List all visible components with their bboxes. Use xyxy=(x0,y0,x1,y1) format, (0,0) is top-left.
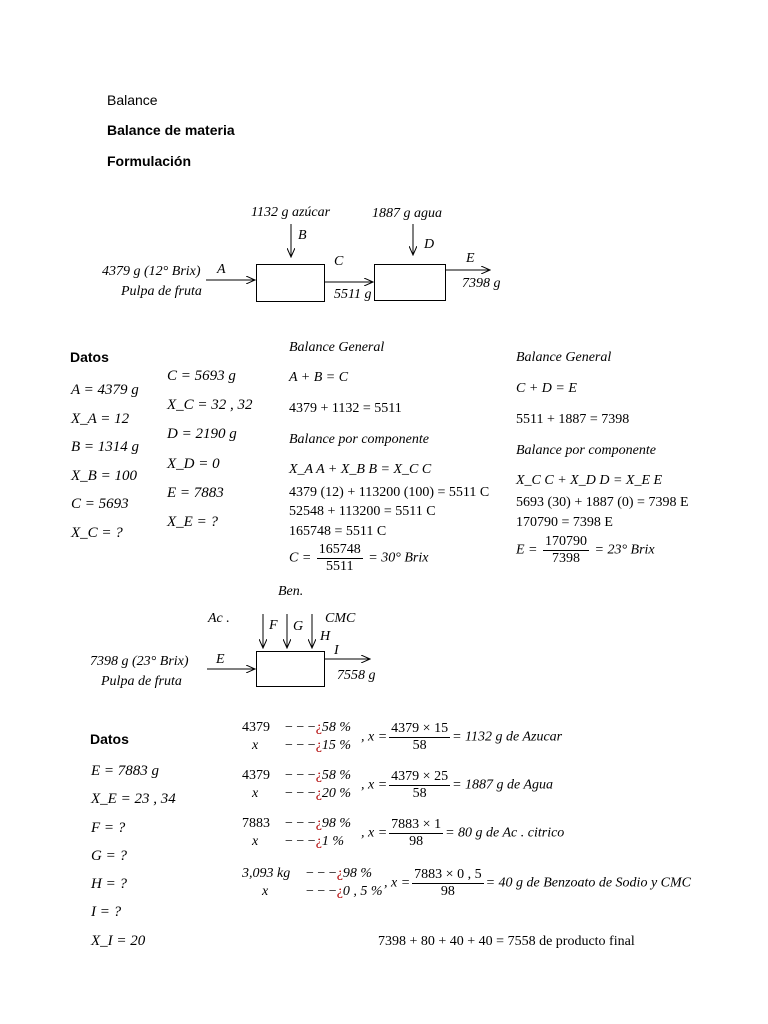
eq5-den: 5511 xyxy=(326,559,354,574)
calc-bottom-left: x xyxy=(252,786,259,801)
dash-line: − − − xyxy=(285,786,316,801)
process-box-mix-3 xyxy=(256,651,325,687)
calc-top-ratio xyxy=(306,866,372,882)
calc-top-ratio xyxy=(285,720,351,736)
calc-denominator: 98 xyxy=(409,834,424,849)
datos2-item: H = ? xyxy=(91,876,127,893)
calc-fraction xyxy=(389,721,450,754)
label-cmc: CMC xyxy=(325,611,356,626)
label-ben: Ben. xyxy=(278,584,304,599)
eq5-lhs: C = xyxy=(289,550,312,566)
heading-balance-materia: Balance de materia xyxy=(107,122,235,138)
inverted-question-mark: ¿ xyxy=(315,816,322,831)
dash-line: − − − xyxy=(306,884,337,899)
calc-bottom-left: x xyxy=(262,884,269,899)
calc-numerator: 7883 × 0 , 5 xyxy=(414,867,482,882)
datos1-item: X_E = ? xyxy=(167,514,218,531)
balance2-general-eq2: 5511 + 1887 = 7398 xyxy=(516,412,630,427)
input-a-text: 4379 g (12° Brix) xyxy=(102,264,201,279)
datos1-item: X_C = 32 , 32 xyxy=(167,397,253,414)
datos-title-2: Datos xyxy=(90,731,129,747)
balance1-general-eq2: 4379 + 1132 = 5511 xyxy=(289,401,402,416)
datos1-item: B = 1314 g xyxy=(71,439,140,456)
label-g: G xyxy=(293,619,304,634)
calc-fraction xyxy=(389,817,443,850)
balance1-comp-eq2: 4379 (12) + 113200 (100) = 5511 C xyxy=(289,485,490,500)
dash-line: − − − xyxy=(285,738,316,753)
datos2-item: G = ? xyxy=(91,847,127,864)
calc-denominator: 58 xyxy=(412,738,427,753)
datos1-item: X_C = ? xyxy=(71,524,123,541)
label-ac: Ac . xyxy=(208,611,230,626)
calc-bottom-ratio xyxy=(285,834,344,850)
datos1-item: E = 7883 xyxy=(167,484,224,501)
input-e-text: 7398 g (23° Brix) xyxy=(90,654,189,669)
balance2-comp-eq3: 170790 = 7398 E xyxy=(516,515,613,530)
inverted-question-mark: ¿ xyxy=(315,720,322,735)
eq5-fraction xyxy=(317,542,363,575)
dash-line: − − − xyxy=(285,834,316,849)
balance1-general-eq1: A + B = C xyxy=(289,370,349,385)
label-c: C xyxy=(334,254,344,269)
label-a: A xyxy=(217,262,226,277)
eq4-den: 7398 xyxy=(552,551,580,566)
dash-line: − − − xyxy=(285,720,316,735)
inverted-question-mark: ¿ xyxy=(315,786,322,801)
datos1-col1 xyxy=(71,376,139,548)
label-d: D xyxy=(424,237,435,252)
calc-equation xyxy=(361,817,564,850)
calc-result: = 40 g de Benzoato de Sodio y CMC xyxy=(485,875,691,891)
balance2-general-title: Balance General xyxy=(516,350,612,365)
eq4-fraction xyxy=(543,534,589,567)
input-e-sub: Pulpa de fruta xyxy=(101,674,182,689)
inverted-question-mark: ¿ xyxy=(336,866,343,881)
balance2-comp-eq1: X_C C + X_D D = X_E E xyxy=(516,473,663,488)
datos1-item: D = 2190 g xyxy=(167,426,237,443)
input-b-text: 1132 g azúcar xyxy=(251,205,331,220)
balance1-comp-eq4: 165748 = 5511 C xyxy=(289,524,387,539)
inverted-question-mark: ¿ xyxy=(336,884,343,899)
input-a-sub: Pulpa de fruta xyxy=(121,284,202,299)
percent-value: 20 % xyxy=(321,786,352,801)
eq4-num: 170790 xyxy=(545,534,587,549)
calc-top-ratio xyxy=(285,816,351,832)
percent-value: 58 % xyxy=(321,768,352,783)
calc-bottom-left: x xyxy=(252,738,259,753)
eq5-rhs: = 30° Brix xyxy=(368,550,429,566)
dash-line: − − − xyxy=(285,816,316,831)
calc-equation xyxy=(384,867,691,900)
balance1-comp-eq5 xyxy=(289,542,428,575)
percent-value: 15 % xyxy=(321,738,352,753)
calc-result: = 1132 g de Azucar xyxy=(452,729,563,745)
heading-balance: Balance xyxy=(107,92,158,108)
x-equals: , x = xyxy=(361,825,388,841)
label-f: F xyxy=(269,618,278,633)
value-e: 7398 g xyxy=(462,276,501,291)
datos1-item: X_A = 12 xyxy=(71,410,130,427)
calc-top-ratio xyxy=(285,768,351,784)
label-b: B xyxy=(298,228,307,243)
input-d-text: 1887 g agua xyxy=(372,206,442,221)
calc-fraction xyxy=(412,867,483,900)
process-box-mix-1 xyxy=(256,264,325,302)
x-equals: , x = xyxy=(384,875,411,891)
eq4-rhs: = 23° Brix xyxy=(594,542,655,558)
final-sum: 7398 + 80 + 40 + 40 = 7558 de producto final xyxy=(378,934,635,949)
calc-equation xyxy=(361,769,553,802)
calc-fraction xyxy=(389,769,450,802)
balance2-comp-eq2: 5693 (30) + 1887 (0) = 7398 E xyxy=(516,495,689,510)
datos1-item: X_B = 100 xyxy=(71,467,137,484)
label-e: E xyxy=(466,251,475,266)
inverted-question-mark: ¿ xyxy=(315,738,322,753)
calc-equation xyxy=(361,721,562,754)
balance2-comp-title: Balance por componente xyxy=(516,443,656,458)
calc-bottom-left: x xyxy=(252,834,259,849)
datos1-item: A = 4379 g xyxy=(71,382,139,398)
datos2-item: I = ? xyxy=(91,904,122,921)
datos1-item: X_D = 0 xyxy=(167,455,220,472)
inverted-question-mark: ¿ xyxy=(315,834,322,849)
percent-value: 98 % xyxy=(342,866,373,881)
datos2-item: X_I = 20 xyxy=(91,932,146,949)
datos1-item: C = 5693 xyxy=(71,496,129,513)
calc-denominator: 58 xyxy=(412,786,427,801)
calc-top-left: 7883 xyxy=(242,816,270,831)
dash-line: − − − xyxy=(285,768,316,783)
datos-title-1: Datos xyxy=(70,349,109,365)
value-i: 7558 g xyxy=(337,668,376,683)
percent-value: 1 % xyxy=(321,834,345,849)
x-equals: , x = xyxy=(361,777,388,793)
calc-bottom-ratio xyxy=(306,884,383,900)
calc-result: = 80 g de Ac . citrico xyxy=(445,825,565,841)
balance1-comp-eq3: 52548 + 113200 = 5511 C xyxy=(289,504,436,519)
datos1-col2 xyxy=(167,362,253,537)
calc-numerator: 4379 × 25 xyxy=(391,769,449,784)
datos2-item: X_E = 23 , 34 xyxy=(91,791,176,808)
calc-bottom-ratio xyxy=(285,786,351,802)
balance1-comp-eq1: X_A A + X_B B = X_C C xyxy=(289,462,432,477)
calc-denominator: 98 xyxy=(440,884,455,899)
balance2-general-eq1: C + D = E xyxy=(516,381,577,396)
datos1-item: C = 5693 g xyxy=(167,368,236,384)
calc-numerator: 4379 × 15 xyxy=(391,721,449,736)
inverted-question-mark: ¿ xyxy=(315,768,322,783)
x-equals: , x = xyxy=(361,729,388,745)
balance2-comp-eq4 xyxy=(516,534,655,567)
heading-formulacion: Formulación xyxy=(107,153,192,169)
percent-value: 98 % xyxy=(321,816,352,831)
datos2-item: F = ? xyxy=(91,819,126,836)
calc-top-left: 4379 xyxy=(242,768,270,783)
dash-line: − − − xyxy=(306,866,337,881)
balance1-general-title: Balance General xyxy=(289,340,385,355)
eq5-num: 165748 xyxy=(318,542,361,557)
datos2-list xyxy=(91,757,176,955)
datos2-item: E = 7883 g xyxy=(91,763,160,779)
calc-top-left: 3,093 kg xyxy=(242,866,291,881)
calc-result: = 1887 g de Agua xyxy=(452,777,554,793)
label-i: I xyxy=(334,643,339,658)
label-h: H xyxy=(320,629,331,644)
calc-top-left: 4379 xyxy=(242,720,270,735)
process-box-mix-2 xyxy=(374,264,446,301)
percent-value: 0 , 5 % xyxy=(342,884,383,899)
percent-value: 58 % xyxy=(321,720,352,735)
eq4-lhs: E = xyxy=(516,542,538,558)
calc-numerator: 7883 × 1 xyxy=(391,817,442,832)
balance1-comp-title: Balance por componente xyxy=(289,432,429,447)
calc-bottom-ratio xyxy=(285,738,351,754)
label-e2: E xyxy=(216,652,225,667)
value-c: 5511 g xyxy=(334,287,372,302)
